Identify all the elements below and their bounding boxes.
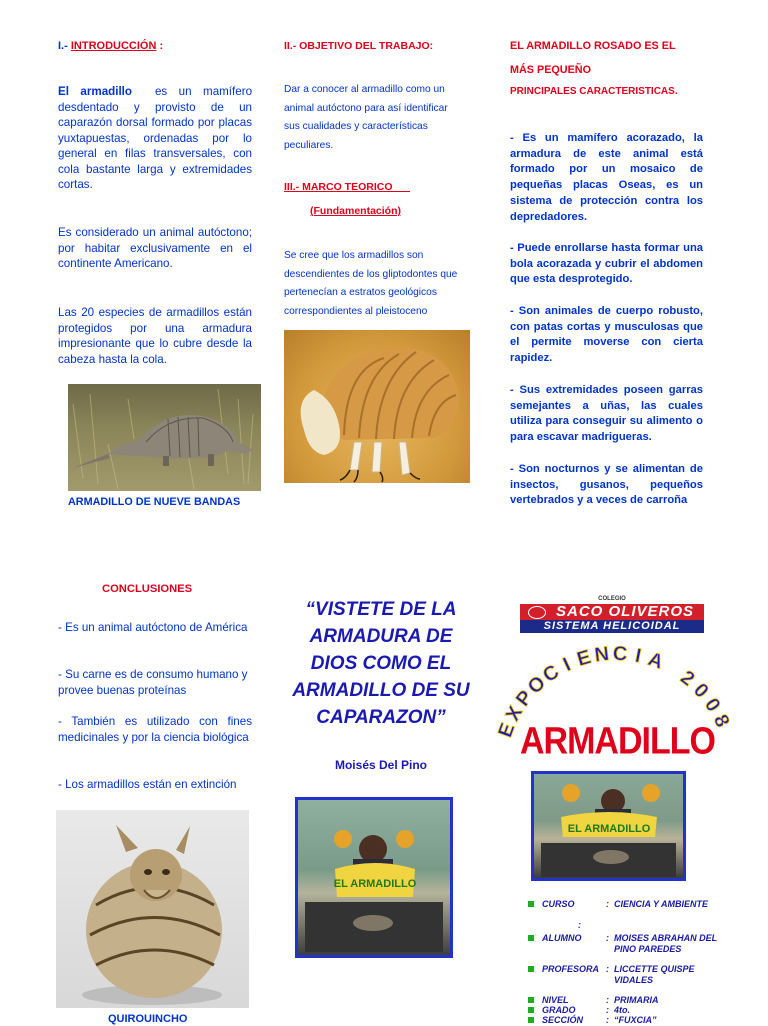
expociencia-letter: X [501, 702, 528, 725]
bullet-icon [528, 1007, 534, 1013]
cover-banner-text: EL ARMADILLO [567, 823, 651, 835]
expociencia-letter: 2 [676, 666, 699, 691]
cover-details [528, 899, 728, 1024]
characteristics-heading: PRINCIPALES CARACTERISTICAS. [510, 86, 678, 97]
detail-row-seccion: SECCIÓN : “FUXCIA” [528, 1015, 728, 1025]
figurine-caption: QUIROUINCHO [108, 1013, 188, 1025]
detail-row-profesora: PROFESORA : LICCETTE QUISPE VIDALES [528, 964, 728, 988]
expociencia-letter: N [593, 643, 611, 667]
expociencia-letter: 0 [688, 679, 713, 703]
armadillo-closeup-photo [284, 330, 470, 483]
expociencia-letter: I [559, 653, 575, 677]
conclusion-item: - También es utilizado con fines medicinales y por la ciencia biológica [58, 715, 252, 744]
expociencia-letter: A [645, 648, 667, 674]
cover-student-photo [531, 771, 686, 881]
bullet-icon [528, 997, 534, 1003]
nine-banded-caption: ARMADILLO DE NUEVE BANDAS [68, 496, 241, 508]
characteristic-item: - Son nocturnos y se alimentan de insectos, gusanos, pequeños vertebrados y a veces de carroña [510, 463, 703, 507]
armadillo-figurine-photo [56, 810, 249, 1008]
detail-row-grado: GRADO : 4to. [528, 1005, 728, 1015]
logo-emblem [528, 606, 546, 619]
expociencia-letter: O [523, 671, 551, 699]
expociencia-letter: E [574, 646, 594, 671]
expociencia-letter: C [539, 660, 564, 687]
bullet-icon [528, 935, 534, 941]
bullet-icon [528, 1017, 534, 1023]
expociencia-letter: 8 [708, 711, 734, 731]
detail-row-alumno: ALUMNO : MOISES ABRAHAN DEL PINO PAREDES [528, 933, 728, 957]
conclusions-heading: CONCLUSIONES [102, 583, 193, 595]
characteristic-item: - Son animales de cuerpo robusto, con patas cortas y musculosas que el permite moverse con cierta rapidez. [510, 305, 703, 365]
expociencia-letter: E [494, 720, 520, 741]
marco-text: Se cree que los armadillos son descendientes de los gliptodontes que pertenecían a estratos geológicos correspondientes al pleistoceno [284, 250, 458, 317]
characteristic-item: - Es un mamífero acorazado, la armadura de este animal está formado por un mosaico de pequeñas placas Oseas, es un sistema de protección contra los depredadores. [510, 132, 703, 223]
school-name: SACO OLIVEROS [555, 603, 695, 620]
school-system: SISTEMA HELICOIDAL [543, 620, 681, 632]
colegio-label: COLEGIO [598, 596, 626, 602]
conclusion-item: - Su carne es de consumo humano y provee buenas proteínas [58, 668, 248, 697]
characteristic-item: - Puede enrollarse hasta formar una bola acorazada y cubrir el abdomen que esta desprotegido. [510, 242, 703, 286]
expociencia-letter: C [612, 642, 628, 666]
quote-author: Moisés Del Pino [334, 758, 428, 772]
conclusion-item: - Es un animal autóctono de América [58, 621, 248, 634]
pink-armadillo-heading-1: EL ARMADILLO ROSADO ES EL [510, 40, 676, 52]
quote-block: “VISTETE DE LA ARMADURA DE DIOS COMO EL ARMADILLO DE SU CAPARAZON” [292, 599, 470, 728]
expociencia-letter: P [511, 686, 538, 711]
characteristic-item: - Sus extremidades poseen garras semejantes a uñas, las cuales utiliza para conseguir su alimento o para escavar madrigueras. [510, 384, 703, 444]
marco-heading: III.- MARCO TEORICO [284, 181, 393, 193]
bullet-icon [528, 901, 534, 907]
pink-armadillo-heading-2: MÁS PEQUEÑO [510, 64, 591, 76]
intro-paragraph-2: Es considerado un animal autóctono; por habitar exclusivamente en el continente Americano. [58, 226, 252, 270]
detail-row-curso: CURSO : CIENCIA Y AMBIENTE : [528, 899, 728, 923]
student-exhibit-photo [295, 797, 453, 958]
detail-row-nivel: NIVEL : PRIMARIA [528, 995, 728, 1005]
nine-banded-armadillo-photo [68, 384, 261, 491]
intro-paragraph-1: El armadillo es un mamífero desdentado y provisto de un caparazón dorsal formado por placas yuxtapuestas, ordenadas por lo general en filas transversales, con cola bastante larga y extremidades cortas. [58, 85, 253, 191]
objective-heading: II.- OBJETIVO DEL TRABAJO: [284, 40, 434, 52]
cover-title: ARMADILLO [520, 719, 715, 763]
exhibit-banner-text: EL ARMADILLO [333, 878, 417, 890]
intro-heading: I.- INTRODUCCIÓN : [58, 40, 164, 52]
objective-text: Dar a conocer al armadillo como un animal autóctono para así identificar sus cualidades y características peculiares. [284, 84, 448, 151]
bullet-icon [528, 966, 534, 972]
conclusion-item: - Los armadillos están en extinción [58, 778, 237, 791]
expociencia-letter: 0 [699, 694, 725, 716]
marco-subheading: (Fundamentación) [310, 205, 401, 217]
intro-paragraph-3: Las 20 especies de armadillos están protegidos por una armadura impresionante que lo cubre desde la cabeza hasta la cola. [58, 306, 252, 366]
expociencia-letter: I [633, 644, 643, 668]
school-logo [520, 596, 704, 636]
